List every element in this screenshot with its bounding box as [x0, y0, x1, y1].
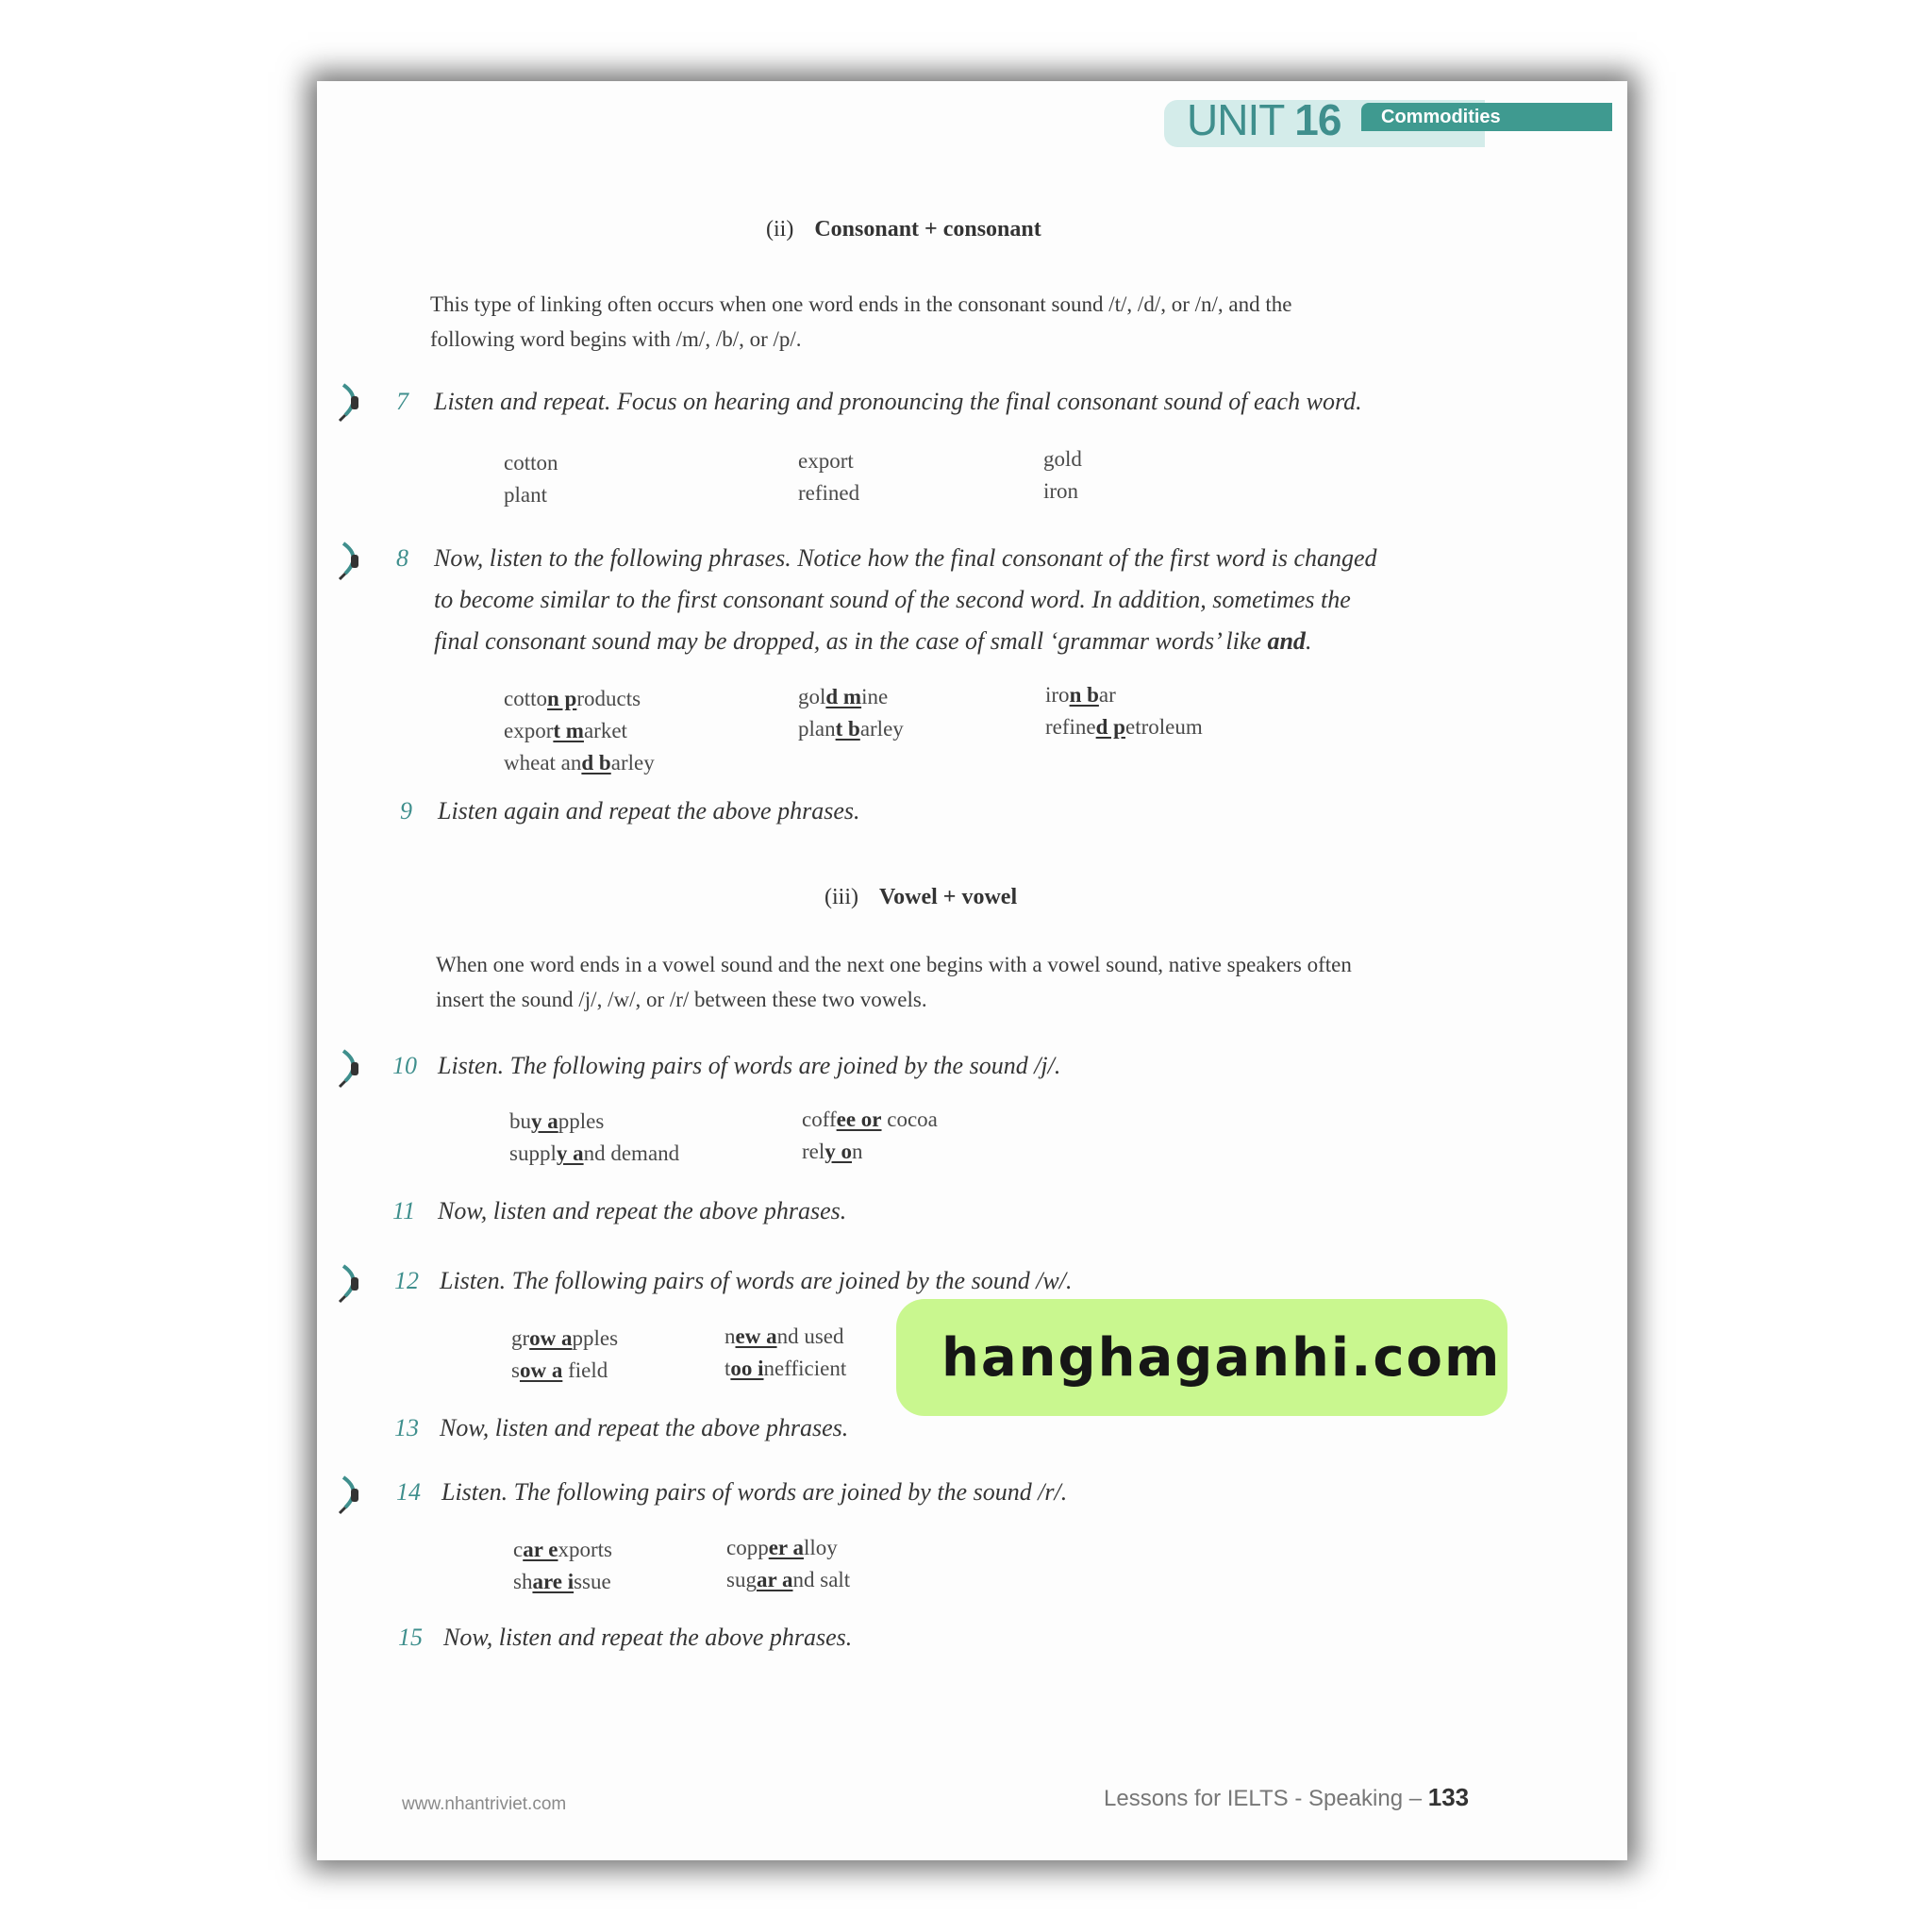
section-iii-intro: When one word ends in a vowel sound and the next one begins with a vowel sound, native speakers often insert the sound /j/, /w/, or /r/ between these two vowels. — [436, 953, 1352, 1011]
watermark-text: hanghaganhi.com — [941, 1327, 1502, 1389]
q8-phrase: gold mine — [798, 685, 889, 708]
q7-word: export — [798, 449, 854, 473]
section-ii-intro: This type of linking often occurs when one word ends in the consonant sound /t/, /d/, or /n/, and the following word begins with /m/, /b/, or /p/. — [430, 292, 1292, 351]
q10-phrase: buy apples — [509, 1109, 605, 1133]
q7-word: gold — [1043, 447, 1082, 471]
q14-phrase: copper alloy — [726, 1536, 838, 1559]
q14-phrase: sugar and salt — [726, 1568, 851, 1591]
q7-word: iron — [1043, 479, 1079, 503]
q8-phrase: iron bar — [1045, 683, 1116, 707]
watermark-badge — [896, 1299, 1507, 1416]
q8-phrase: wheat and barley — [504, 751, 655, 774]
unit-subtitle: Commodities — [1381, 107, 1501, 127]
q7-word: cotton — [504, 451, 558, 475]
q10-phrase: rely on — [802, 1140, 863, 1163]
q14-instruction: 14 Listen. The following pairs of words are joined by the sound /r/. — [396, 1478, 1068, 1506]
q8-phrase: refined petroleum — [1045, 715, 1203, 739]
q7-word: refined — [798, 481, 860, 505]
audio-headphone-icon[interactable] — [334, 538, 368, 583]
q12-phrase: sow a field — [511, 1358, 608, 1382]
q12-phrase: new and used — [724, 1324, 844, 1348]
q8-phrase: export market — [504, 719, 627, 742]
q9-instruction: 9 Listen again and repeat the above phrases. — [400, 797, 860, 824]
q7-word: plant — [504, 483, 547, 507]
q10-phrase: supply and demand — [509, 1141, 680, 1165]
section-ii-title: (ii) Consonant + consonant — [766, 217, 1041, 242]
unit-label: UNIT 16 — [1187, 95, 1341, 144]
audio-headphone-icon[interactable] — [334, 1472, 368, 1517]
book-page — [317, 81, 1627, 1860]
audio-headphone-icon[interactable] — [334, 1260, 368, 1306]
q14-phrase: car exports — [513, 1538, 612, 1561]
q10-instruction: 10 Listen. The following pairs of words are joined by the sound /j/. — [392, 1052, 1061, 1079]
q12-phrase: grow apples — [511, 1326, 619, 1350]
q13-instruction: 13 Now, listen and repeat the above phrases. — [394, 1414, 849, 1441]
q15-instruction: 15 Now, listen and repeat the above phrases. — [398, 1624, 853, 1651]
footer-website: www.nhantriviet.com — [402, 1794, 567, 1814]
q8-phrase: plant barley — [798, 717, 904, 741]
q8-phrase: cotton products — [504, 687, 641, 710]
audio-headphone-icon[interactable] — [334, 379, 368, 425]
q14-phrase: share issue — [513, 1570, 611, 1593]
q8-instruction: 8 Now, listen to the following phrases. Notice how the final consonant of the first word is changed to become similar to the first consonant sound of the second word. In addition, sometimes the final consonant sound may be dropped, as in the case of small ‘grammar words’ like and. — [396, 544, 1377, 655]
q10-phrase: coffee or cocoa — [802, 1108, 938, 1131]
audio-headphone-icon[interactable] — [334, 1045, 368, 1091]
footer-page-info: Lessons for IELTS - Speaking – 133 — [1104, 1783, 1470, 1811]
section-iii-title: (iii) Vowel + vowel — [824, 885, 1018, 909]
q7-instruction: 7 Listen and repeat. Focus on hearing and pronouncing the final consonant sound of each word. — [396, 388, 1362, 415]
q12-phrase: too inefficient — [724, 1357, 847, 1380]
q12-instruction: 12 Listen. The following pairs of words are joined by the sound /w/. — [394, 1267, 1073, 1294]
q11-instruction: 11 Now, listen and repeat the above phrases. — [392, 1197, 847, 1224]
